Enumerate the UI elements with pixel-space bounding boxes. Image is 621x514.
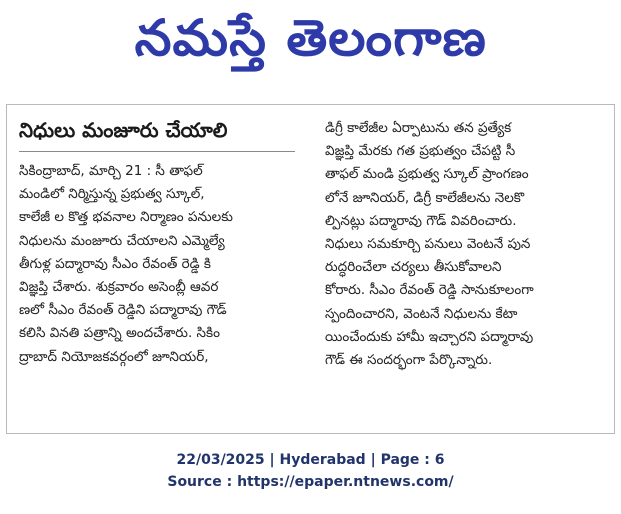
article-line: తాఫల్ మండి ప్రభుత్వ స్కూల్ ప్రాంగణం (325, 166, 529, 183)
article-line: ణలో సీఎం రేవంత్ రెడ్డిని పద్మారావు గౌడ్ (19, 302, 227, 319)
article-line: నిధులు సమకూర్చి పనులు వెంటనే పున (325, 236, 531, 253)
article-line: సికింద్రాబాద్, మార్చి 21 : సీ తాఫల్ (19, 163, 203, 179)
article-line: నిధులను మంజూరు చేయాలని ఎమ్మెల్యే (19, 232, 225, 249)
article-line: రుద్ధరించేలా చర్యలు తీసుకోవాలని (325, 259, 502, 276)
article-line: లోనే జూనియర్, డిగ్రీ కాలేజీలను నెలకొ (325, 189, 525, 206)
masthead-title: నమస్తే తెలంగాణ (134, 8, 487, 67)
article-column-left (7, 105, 303, 433)
article-headline: నిధులు మంజూరు చేయాలి (19, 118, 228, 142)
article-line: మండిలో నిర్మిస్తున్న ప్రభుత్వ స్కూల్, (19, 186, 205, 203)
article-line: ల్పినట్లు పద్మారావు గౌడ్ వివరించారు. (325, 212, 517, 229)
article-line: విజ్ఞప్తి చేశారు. శుక్రవారం అసెంబ్లీ ఆవర (19, 279, 219, 296)
article-line: ద్రాబాద్ నియోజకవర్గంలో జూనియర్, (19, 348, 209, 365)
article-line: యించేందుకు హామీ ఇచ్చారని పద్మారావు (325, 328, 534, 345)
newspaper-masthead (0, 0, 621, 88)
edition-info: 22/03/2025 | Hyderabad | Page : 6 (176, 452, 445, 468)
article-line: గౌడ్ ఈ సందర్భంగా పేర్కొన్నారు. (325, 352, 493, 369)
source-link[interactable]: Source : https://epaper.ntnews.com/ (167, 474, 454, 490)
article-line: స్పందించారని, వెంటనే నిధులను కేటా (325, 305, 518, 322)
headline-divider (19, 151, 295, 152)
article-line: కాలేజీ ల కొత్త భవనాల నిర్మాణం పనులకు (19, 209, 233, 226)
article-line: డిగ్రీ కాలేజీల ఏర్పాటును తన ప్రత్యేక (325, 120, 512, 136)
article-line: విజ్ఞప్తి మేరకు గత ప్రభుత్వం చేపట్టి సీ (325, 143, 516, 160)
article-line: కలిసి వినతి పత్రాన్ని అందచేశారు. సికిం (19, 325, 220, 342)
article-line: కోరారు. సీఎం రేవంత్ రెడ్డి సానుకూలంగా (325, 282, 534, 299)
article-line: తీగుళ్ల పద్మారావు సీఎం రేవంత్ రెడ్డి కి (19, 255, 211, 272)
news-clipping (6, 104, 615, 434)
article-column-right (311, 105, 607, 433)
